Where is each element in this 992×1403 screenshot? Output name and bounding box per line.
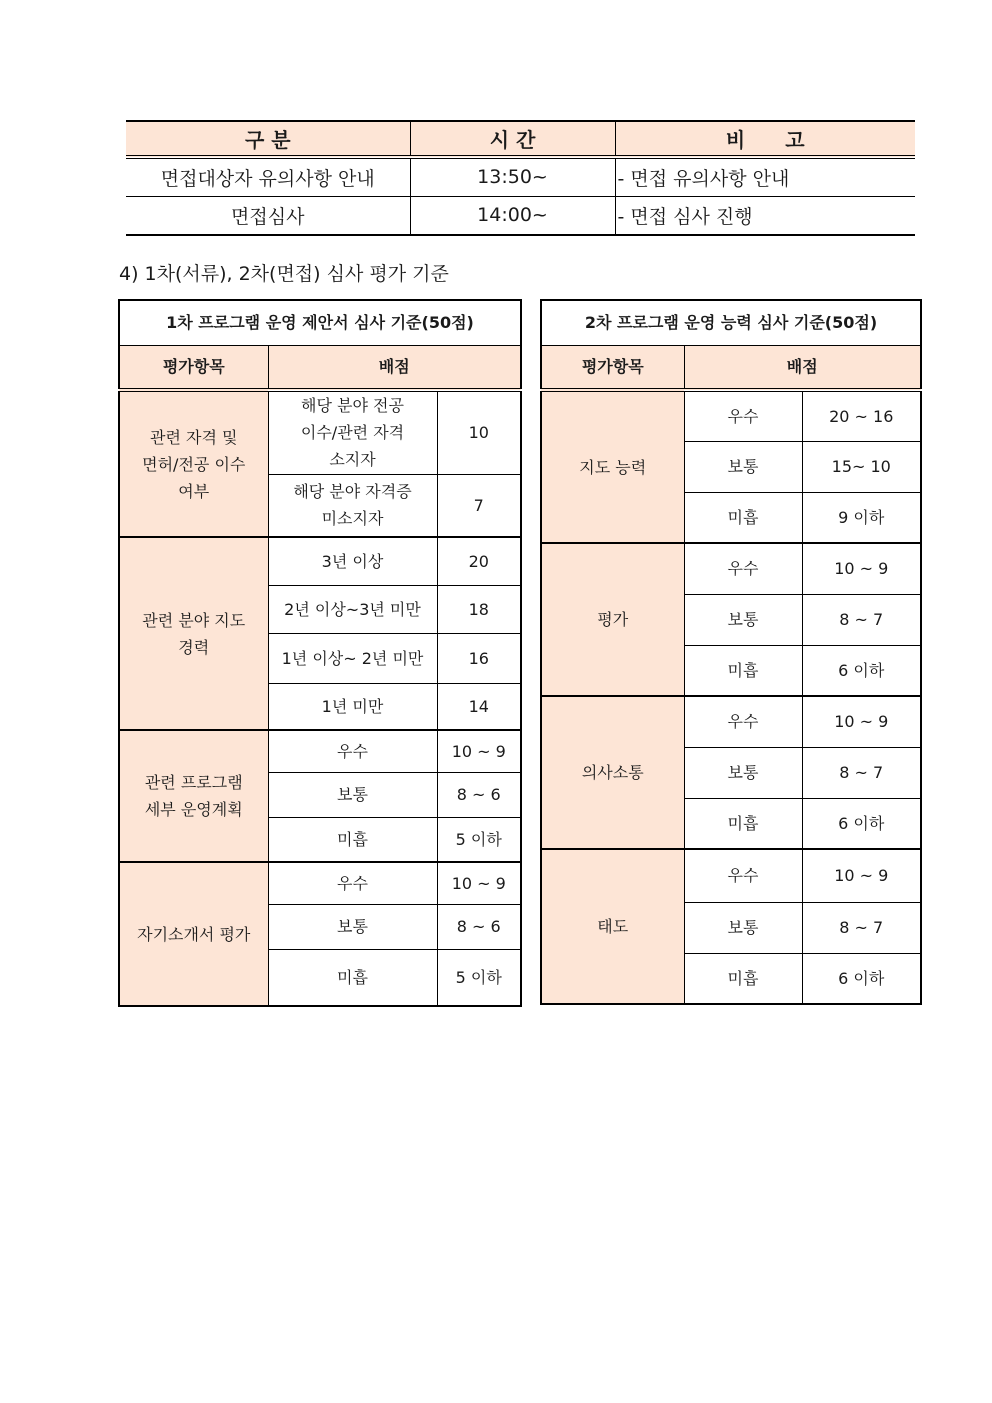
criterion-cell: 미흡: [684, 492, 802, 543]
first-round-caption: 1차 프로그램 운영 제안서 심사 기준(50점): [119, 300, 521, 345]
score-cell: 16: [437, 633, 521, 683]
header-score: 배점: [684, 345, 921, 390]
score-cell: 18: [437, 585, 521, 633]
category-cell: 의사소통: [541, 696, 684, 849]
criterion-cell: 해당 분야 자격증 미소지자: [268, 474, 437, 537]
criterion-cell: 보통: [268, 904, 437, 949]
table-row: [119, 537, 521, 585]
score-cell: 8 ~ 7: [802, 747, 921, 798]
schedule-label: 면접대상자 유의사항 안내: [126, 157, 410, 196]
score-cell: 20 ~ 16: [802, 390, 921, 441]
criterion-cell: 우수: [684, 543, 802, 594]
category-cell: 자기소개서 평가: [119, 862, 268, 1006]
schedule-header-time: 시 간: [410, 121, 615, 157]
first-round-header-row: [119, 345, 521, 390]
schedule-label: 면접심사: [126, 196, 410, 235]
table-row: [119, 390, 521, 474]
score-cell: 10 ~ 9: [437, 862, 521, 904]
score-cell: 20: [437, 537, 521, 585]
schedule-note: - 면접 심사 진행: [615, 196, 915, 235]
schedule-time: 14:00~: [410, 196, 615, 235]
score-cell: 10 ~ 9: [802, 849, 921, 902]
section-title: 4) 1차(서류), 2차(면접) 심사 평가 기준: [119, 263, 449, 285]
score-cell: 6 이하: [802, 798, 921, 849]
table-row: [126, 157, 915, 196]
second-round-header-row: [541, 345, 921, 390]
table-row: [119, 862, 521, 904]
header-eval-item: 평가항목: [541, 345, 684, 390]
score-cell: 7: [437, 474, 521, 537]
schedule-header-note: 비 고: [615, 121, 915, 157]
category-cell: 관련 자격 및 면허/전공 이수 여부: [119, 390, 268, 537]
score-cell: 8 ~ 6: [437, 904, 521, 949]
schedule-time: 13:50~: [410, 157, 615, 196]
score-cell: 14: [437, 683, 521, 730]
criterion-cell: 미흡: [684, 645, 802, 696]
category-cell: 태도: [541, 849, 684, 1004]
table-row: [541, 696, 921, 747]
table-row: [541, 543, 921, 594]
schedule-table: [126, 120, 915, 236]
second-round-caption: 2차 프로그램 운영 능력 심사 기준(50점): [541, 300, 921, 345]
score-cell: 6 이하: [802, 953, 921, 1004]
header-eval-item: 평가항목: [119, 345, 268, 390]
criterion-cell: 해당 분야 전공 이수/관련 자격 소지자: [268, 390, 437, 474]
category-cell: 지도 능력: [541, 390, 684, 543]
header-score: 배점: [268, 345, 521, 390]
score-cell: 15~ 10: [802, 441, 921, 492]
score-cell: 8 ~ 6: [437, 772, 521, 817]
category-cell: 평가: [541, 543, 684, 696]
criterion-cell: 1년 이상~ 2년 미만: [268, 633, 437, 683]
category-cell: 관련 분야 지도 경력: [119, 537, 268, 730]
table-row: [541, 849, 921, 902]
criterion-cell: 보통: [684, 747, 802, 798]
criterion-cell: 우수: [684, 696, 802, 747]
score-cell: 8 ~ 7: [802, 902, 921, 953]
criterion-cell: 미흡: [268, 949, 437, 1006]
table-row: [126, 196, 915, 235]
schedule-note: - 면접 유의사항 안내: [615, 157, 915, 196]
criterion-cell: 우수: [684, 390, 802, 441]
criterion-cell: 2년 이상~3년 미만: [268, 585, 437, 633]
score-cell: 10: [437, 390, 521, 474]
criterion-cell: 미흡: [684, 798, 802, 849]
category-cell: 관련 프로그램 세부 운영계획: [119, 730, 268, 862]
criterion-cell: 우수: [268, 730, 437, 772]
score-cell: 10 ~ 9: [437, 730, 521, 772]
criterion-cell: 3년 이상: [268, 537, 437, 585]
criterion-cell: 우수: [268, 862, 437, 904]
criterion-cell: 보통: [684, 902, 802, 953]
table-row: [119, 730, 521, 772]
criterion-cell: 1년 미만: [268, 683, 437, 730]
schedule-header-row: [126, 121, 915, 157]
criterion-cell: 보통: [684, 441, 802, 492]
criterion-cell: 미흡: [684, 953, 802, 1004]
score-cell: 5 이하: [437, 949, 521, 1006]
score-cell: 5 이하: [437, 817, 521, 862]
criterion-cell: 미흡: [268, 817, 437, 862]
first-round-criteria-table: [118, 299, 522, 1007]
table-row: [541, 390, 921, 441]
schedule-header-category: 구 분: [126, 121, 410, 157]
criterion-cell: 우수: [684, 849, 802, 902]
score-cell: 10 ~ 9: [802, 696, 921, 747]
score-cell: 10 ~ 9: [802, 543, 921, 594]
score-cell: 9 이하: [802, 492, 921, 543]
score-cell: 8 ~ 7: [802, 594, 921, 645]
criterion-cell: 보통: [268, 772, 437, 817]
criterion-cell: 보통: [684, 594, 802, 645]
second-round-criteria-table: [540, 299, 922, 1005]
score-cell: 6 이하: [802, 645, 921, 696]
